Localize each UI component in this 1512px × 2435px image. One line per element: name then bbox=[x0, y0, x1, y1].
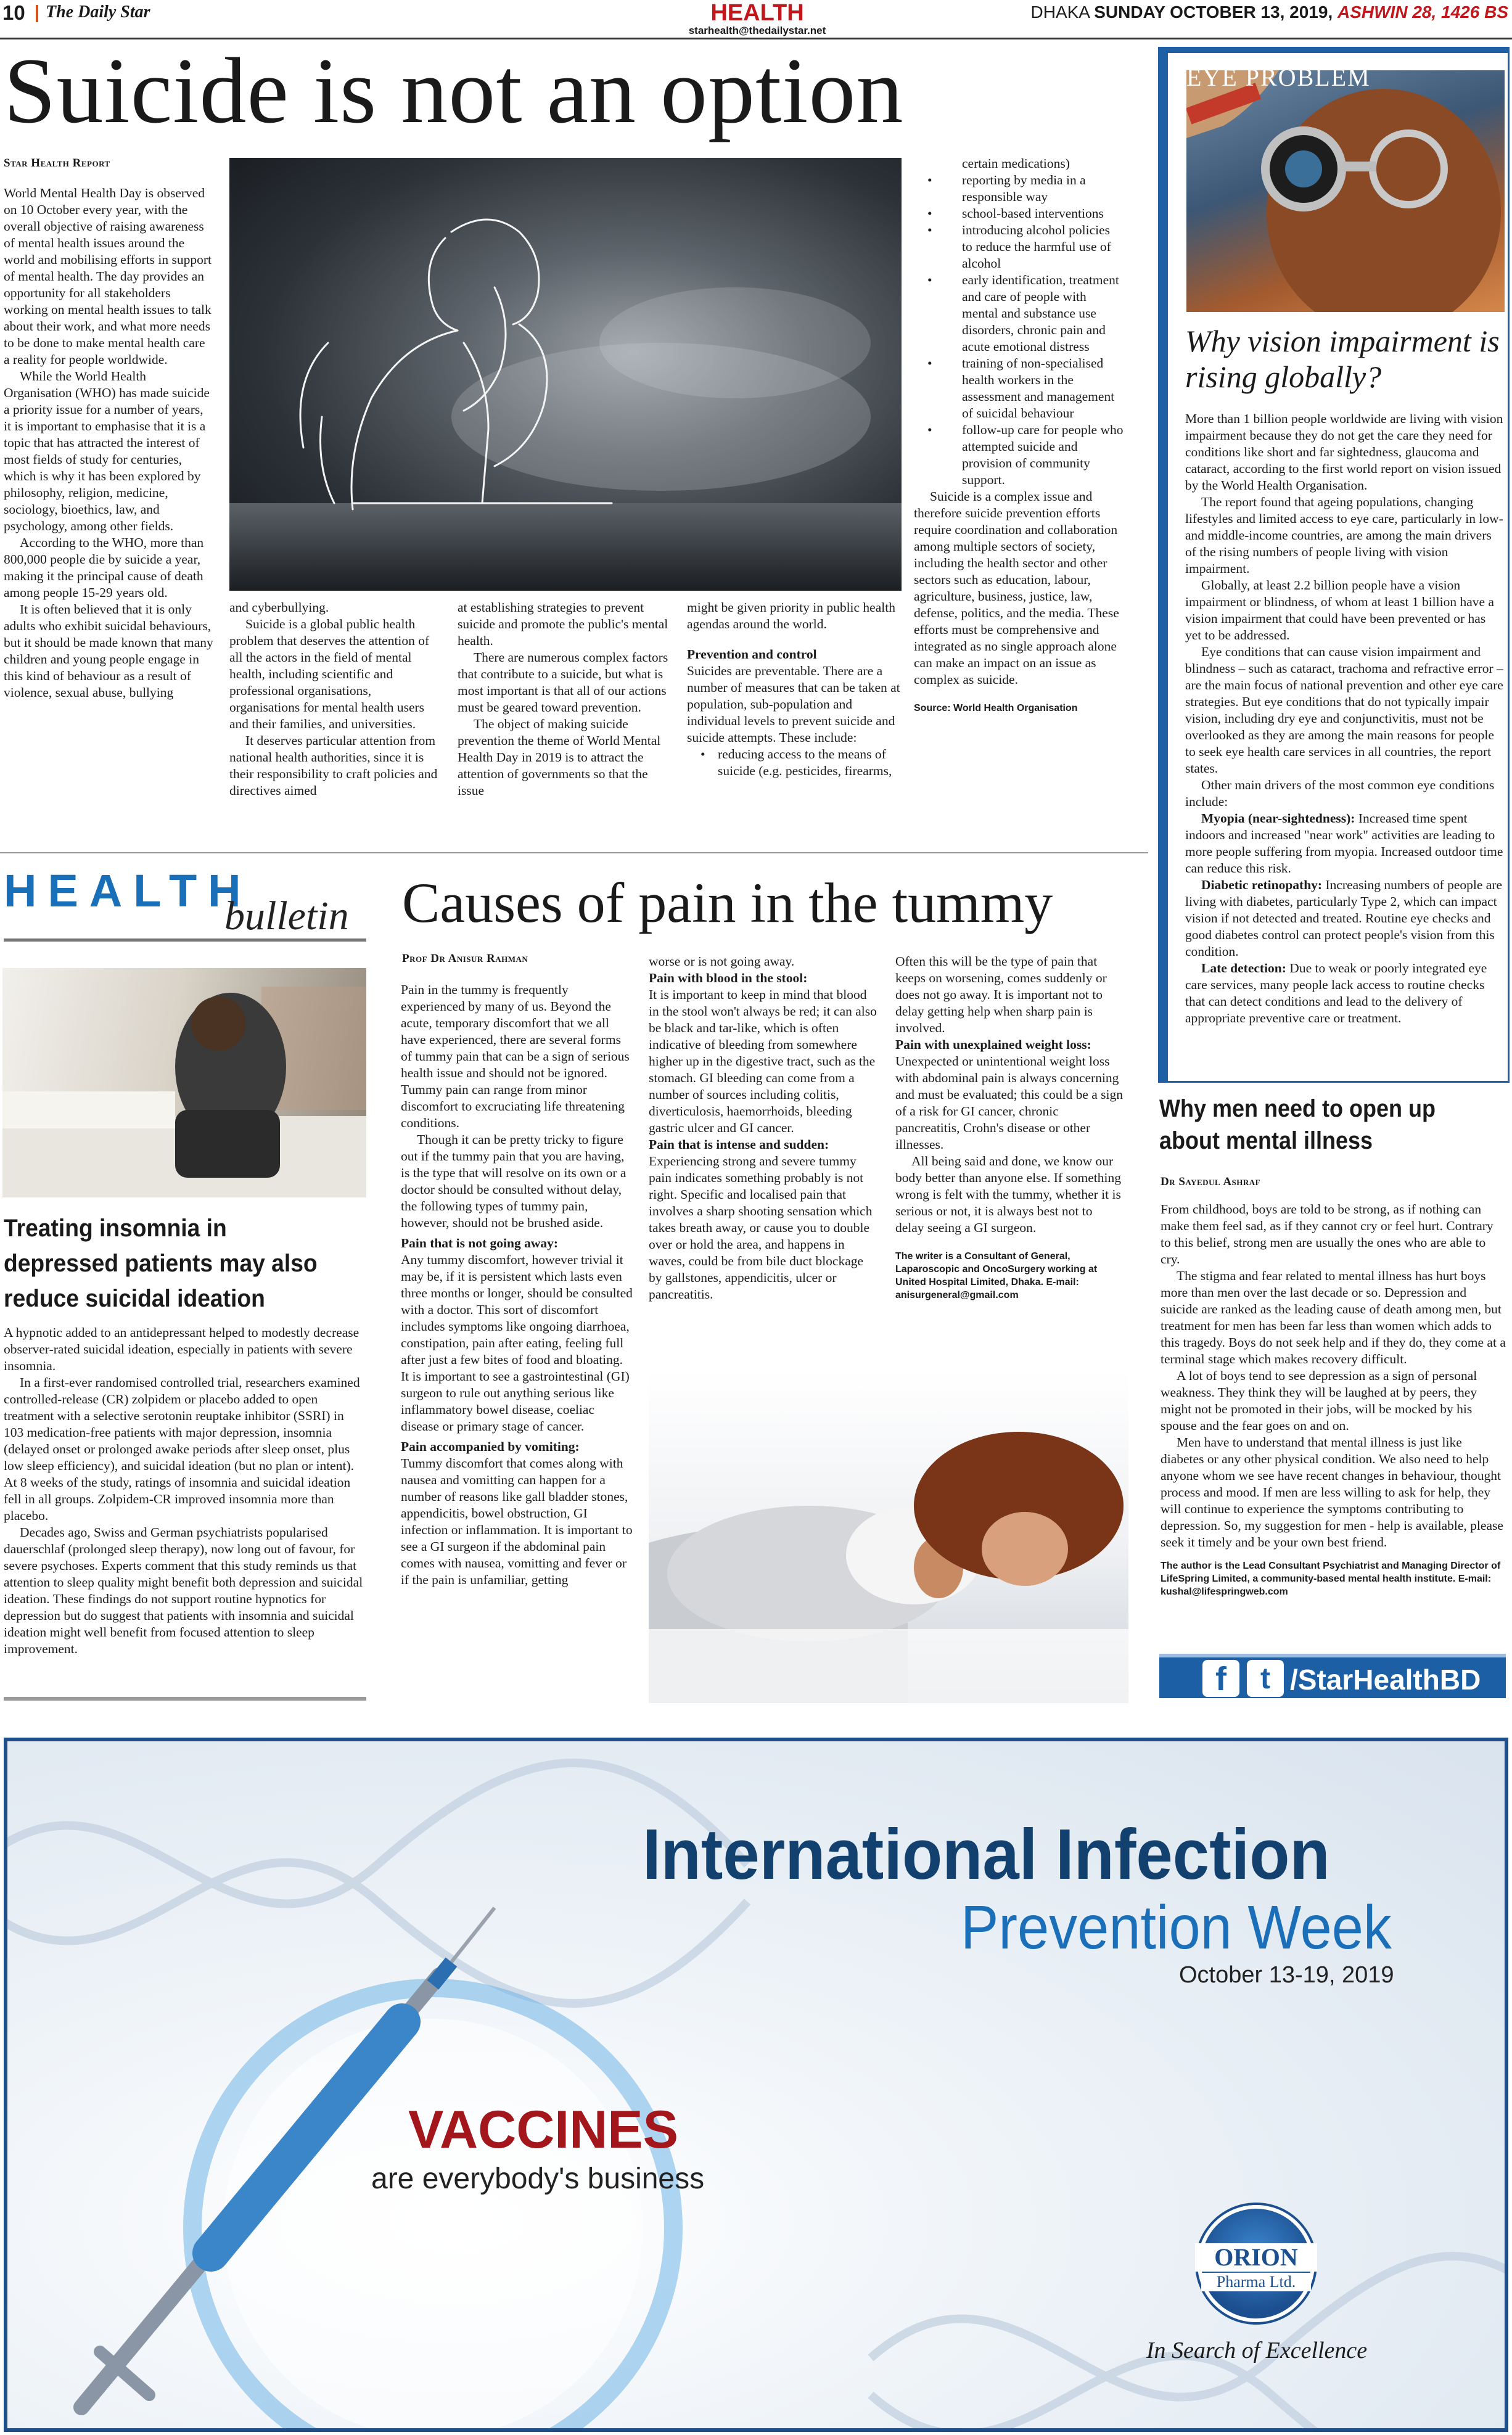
lead-paragraph: While the World Health Organisation (WHO) has made suicide a priority issue for a number of years, it is important to emphasise that it is a topic that has attracted the interest of most fields of study for centuries, which is why it has been explored by philosophy, religion, medicine, sociology, bioethics, law, and psychology, among other fields. bbox=[4, 369, 210, 533]
list-item: • follow-up care for people who attempted suicide and provision of community support. bbox=[914, 422, 1124, 488]
lead-headline: Suicide is not an option bbox=[4, 39, 904, 142]
lead-paragraph: Suicide is a complex issue and therefore suicide prevention efforts require coordination and collaboration among multiple sectors of society, including the health sector and other sectors such as education, labour, agriculture, business, justice, law, defense, politics, and the media. These efforts must be comprehensive and integrated as no single approach alone can make an impact on an issue as complex as suicide. bbox=[914, 489, 1119, 687]
lead-image-despair-figure bbox=[229, 158, 902, 591]
bulletin-paragraph: In a first-ever randomised controlled trial, researchers examined controlled-release (CR) zolpidem or placebo added to open treatment with a selective serotonin reuptake inhibitor (SSRI) in 103 medication-free patients with major depression, insomnia (delayed onset or prolonged awake periods after sleep onset, plus low sleep efficiency), and suicidal ideation (but no plan or intent). At 8 weeks of the study, ratings of insomnia and suicidal ideation fell in all groups. Zolpidem-CR improved insomnia more than placebo. bbox=[4, 1375, 360, 1523]
bulletin-image-man-on-bed bbox=[2, 968, 366, 1197]
lead-bullet-list bbox=[687, 746, 902, 779]
bulletin-bottom-rule bbox=[4, 1697, 366, 1701]
lead-paragraph: certain medications) bbox=[962, 156, 1070, 171]
masthead-logo: The Daily Star bbox=[46, 2, 150, 22]
eye-paragraph: The report found that ageing populations, changing lifestyles and limited access to eye care, particularly in low- and middle-income countries, are among the main drivers of the rising numbers of people living with vision impairment. bbox=[1185, 495, 1503, 576]
tummy-paragraph: Pain in the tummy is frequently experienced by many of us. Beyond the acute, temporary discomfort that we all have experienced, there are several forms of tummy pain that can be a sign of serious health issue and should not be ignored. Tummy pain can range from minor discomfort to excruciating life threatening conditions. bbox=[401, 982, 630, 1130]
twitter-icon[interactable]: t bbox=[1247, 1660, 1284, 1697]
ad-dates: October 13-19, 2019 bbox=[1179, 1962, 1394, 1988]
list-item: • reporting by media in a responsible way bbox=[914, 172, 1124, 205]
bulletin-paragraph: Decades ago, Swiss and German psychiatrists popularised dauerschlaf (prolonged sleep therapy), now long out of favour, for severe psychoses. Experts comment that this study reminds us that attention to sleep quality might benefit both depression and suicidal ideation. These findings do not support routine hypnotics for depression but do suggest that patients with insomnia and suicidal ideation might well benefit from focused attention to sleep improvement. bbox=[4, 1525, 363, 1656]
lead-col-2 bbox=[229, 599, 439, 799]
eye-term-text: Increased time spent indoors and increased "near work" activities are leading to more people suffering from myopia. Increased outdoor time can reduce this risk. bbox=[1185, 811, 1503, 876]
lead-paragraph: There are numerous complex factors that contribute to a suicide, but what is most important is that all of our actions must be geared toward prevention. bbox=[458, 650, 668, 715]
men-paragraph: The stigma and fear related to mental illness has hurt boys more than men over the last decade or so. Depression and suicide are ranked as the leading cause of death among men, but treatment for men has been far less than women which adds to this tragedy. Boys do not seek help and if they do, they come at a terminal stage which makes recovery difficult. bbox=[1161, 1268, 1506, 1366]
lead-source: Source: World Health Organisation bbox=[914, 703, 1078, 713]
bulletin-label-bulletin: bulletin bbox=[224, 893, 349, 938]
bulletin-headline: Treating insomnia in depressed patients may also reduce suicidal ideation bbox=[4, 1215, 318, 1312]
dateline-city: DHAKA bbox=[1030, 2, 1090, 22]
page-header bbox=[0, 0, 1512, 39]
eye-term-paragraph bbox=[1185, 810, 1505, 877]
ad-title-line1: International Infection bbox=[643, 1814, 1330, 1894]
eye-body bbox=[1185, 411, 1505, 1027]
list-item: • school-based interventions bbox=[914, 205, 1124, 222]
eye-problem-label: EYE PROBLEM bbox=[1186, 64, 1371, 91]
eye-term-paragraph bbox=[1185, 877, 1505, 960]
eye-image-child-with-trial-frame bbox=[1186, 70, 1505, 312]
lead-byline: Star Health Report bbox=[4, 157, 110, 170]
lead-paragraph: The object of making suicide prevention the theme of World Mental Health Day in 2019 is to attract the attention of governments so that the issue bbox=[458, 717, 661, 798]
lead-paragraph: Suicide is a global public health problem that deserves the attention of all the actors in the field of mental health, including scientific and professional organisations, organisations for mental health users and their families, and universities. bbox=[229, 617, 430, 731]
lead-paragraph: Suicides are preventable. There are a number of measures that can be taken at population, sub-population and individual levels to prevent suicide and suicide attempts. These include: bbox=[687, 663, 900, 745]
eye-term-text: Increasing numbers of people are living with diabetes, particularly Type 2, which can impact vision if not detected and treated. Routine eye checks and good diabetes control can protect people's vision from this condition. bbox=[1185, 877, 1502, 959]
sleepless-man-illustration bbox=[2, 968, 366, 1197]
tummy-subhead: Pain with blood in the stool: bbox=[649, 971, 808, 985]
tummy-paragraph: Though it can be pretty tricky to figure out if the tummy pain that you are having, is the type that will resolve on its own or a doctor should be consulted without delay, the following types of tummy pain, however, should not be brushed aside. bbox=[401, 1132, 627, 1230]
lead-subhead: Prevention and control bbox=[687, 647, 817, 662]
eye-headline: Why vision impairment is rising globally? bbox=[1185, 324, 1500, 394]
list-item: • reducing access to the means of suicide (e.g. pesticides, firearms, bbox=[687, 746, 902, 779]
lead-col-3 bbox=[458, 599, 672, 799]
section-email: starhealth@thedailystar.net bbox=[688, 25, 826, 36]
men-paragraph: From childhood, boys are told to be strong, as if nothing can make them feel sad, as if they cannot cry or feel hurt. Contrary to this belief, strong men are usually the ones who are able to cry. bbox=[1161, 1202, 1494, 1267]
vaccine-advertisement bbox=[4, 1738, 1508, 2432]
men-body bbox=[1161, 1201, 1506, 1598]
eye-paragraph: Globally, at least 2.2 billion people have a vision impairment or blindness, of whom at least 1 billion have a vision impairment that could have been prevented or has yet to be addressed. bbox=[1185, 578, 1494, 643]
eye-term: Late detection: bbox=[1201, 961, 1286, 975]
tummy-paragraph: Unexpected or unintentional weight loss with abdominal pain is always concerning and must be evaluated; this could be a sign of a risk for GI cancer, chronic pancreatitis, Crohn's disease or other illnesses. bbox=[895, 1054, 1123, 1152]
eye-paragraph: Eye conditions that can cause vision impairment and blindness – such as cataract, trachoma and refractive error – are the main focus of national prevention and other eye care strategies. But eye conditions that do not typically impair vision, including dry eye and conjunctivitis, must not be overlooked as they are among the main reasons for people to seek eye health care services in all countries, the report states. bbox=[1185, 644, 1503, 776]
lead-paragraph: It is often believed that it is only adults who exhibit suicidal behaviours, but it should be made known that many children and young people engage in this kind of behaviour as a result of violence, sexual abuse, bullying bbox=[4, 602, 213, 700]
lead-paragraph: It deserves particular attention from national health authorities, since it is their responsibility to craft policies and directives aimed bbox=[229, 733, 438, 798]
lead-col-1 bbox=[4, 185, 213, 701]
orion-sub: Pharma Ltd. bbox=[1201, 2273, 1311, 2291]
tummy-subhead: Pain that is intense and sudden: bbox=[649, 1137, 829, 1152]
eye-term-paragraph bbox=[1185, 960, 1505, 1027]
tummy-paragraph: Tummy discomfort that comes along with nausea and vomitting can happen for a number of reasons like gall bladder stones, appendicitis, bowel obstruction, GI infection or inflammation. It is important to see a GI surgeon if the abdominal pain comes with nausea, vomitting and fever or if the pain is unfamiliar, getting bbox=[401, 1456, 633, 1587]
tummy-paragraph: It is important to keep in mind that blood in the stool won't always be red; it can also be black and tar-like, which is often indicative of bleeding from somewhere higher up in the digestive tract, such as the stomach. GI bleeding can come from a number of sources including colitis, diverticulosis, haemorrhoids, bleeding gastric ulcer and GI cancer. bbox=[649, 987, 877, 1135]
social-handle[interactable]: /StarHealthBD bbox=[1290, 1664, 1481, 1696]
tummy-paragraph: Often this will be the type of pain that keeps on worsening, comes suddenly or does not go away. It is important not to delay getting help when sharp pain is involved. bbox=[895, 954, 1107, 1035]
men-byline: Dr Sayedul Ashraf bbox=[1161, 1175, 1261, 1188]
men-headline: Why men need to open up about mental illness bbox=[1159, 1095, 1436, 1154]
list-item: • introducing alcohol policies to reduce the harmful use of alcohol bbox=[914, 222, 1124, 272]
eye-test-illustration bbox=[1186, 70, 1505, 312]
lead-paragraph: might be given priority in public health agendas around the world. bbox=[687, 600, 895, 631]
tummy-paragraph: worse or is not going away. bbox=[649, 954, 795, 969]
tummy-subhead: Pain with unexplained weight loss: bbox=[895, 1037, 1091, 1052]
men-paragraph: Men have to understand that mental illness is just like diabetes or any other physical condition. We also need to help anyone whom we see have recent changes in behaviour, thought process and mood. If men are less willing to ask for help, they will continue to experience the symptoms contributing to depression. So, my suggestion for men - help is available, please seek it timely and be your own best friend. bbox=[1161, 1435, 1503, 1550]
thinker-outline-illustration bbox=[229, 158, 902, 591]
list-item: • early identification, treatment and care of people with mental and substance use disorders, chronic pain and acute emotional distress bbox=[914, 272, 1124, 355]
section-title: HEALTH bbox=[710, 0, 804, 26]
tummy-image-woman-in-pain bbox=[649, 1370, 1128, 1703]
tummy-paragraph: All being said and done, we know our body better than anyone else. If something wrong is felt with the tummy, whether it is serious or not, it is always best not to delay seeing a GI surgeon. bbox=[895, 1154, 1121, 1235]
facebook-icon[interactable]: f bbox=[1202, 1660, 1239, 1697]
men-author-note: The author is the Lead Consultant Psychiatrist and Managing Director of LifeSpring Limited, a community-based mental health institute. E-mail: kushal@lifespringweb.com bbox=[1161, 1561, 1501, 1597]
tummy-paragraph: Any tummy discomfort, however trivial it may be, if it is persistent which lasts even three months or longer, should be consulted with a doctor. This sort of discomfort includes symptoms like ongoing diarrhoea, constipation, pain after eating, feeling full after just a few bites of food and bloating. It is important to see a gastrointestinal (GI) surgeon to rule out anything serious like inflammatory bowel disease, coeliac disease or primary stage of cancer. bbox=[401, 1252, 633, 1434]
eye-term: Myopia (near-sightedness): bbox=[1201, 811, 1355, 826]
bulletin-rule bbox=[4, 938, 366, 942]
lead-paragraph: at establishing strategies to prevent suicide and promote the public's mental health. bbox=[458, 600, 668, 648]
section-divider bbox=[0, 852, 1148, 853]
header-divider bbox=[36, 5, 38, 22]
lead-paragraph: World Mental Health Day is observed on 10 October every year, with the overall objective of raising awareness of mental health issues around the world and mobilising efforts in support of mental health. The day provides an opportunity for all stakeholders working on mental health issues to talk about their work, and what more needs to be done to make mental health care a reality for people worldwide. bbox=[4, 186, 212, 367]
lead-paragraph: According to the WHO, more than 800,000 people die by suicide a year, making it the principal cause of death among people 15-29 years old. bbox=[4, 535, 204, 600]
tummy-paragraph: Experiencing strong and severe tummy pain indicates something probably is not right. Specific and localised pain that involves a sharp shooting sensation which takes breath away, or cause you to double over or hold the area, and happens in waves, could be from bile duct blockage by gallstones, appendicitis, ulcer or pancreatitis. bbox=[649, 1154, 873, 1302]
lead-col-5 bbox=[914, 155, 1124, 715]
eye-term: Diabetic retinopathy: bbox=[1201, 877, 1323, 892]
dateline bbox=[1031, 2, 1508, 22]
page-number: 10 bbox=[2, 1, 25, 24]
tummy-col-1 bbox=[401, 982, 634, 1588]
men-paragraph: A lot of boys tend to see depression as a sign of personal weakness. They think they will be laughed at by peers, they might not be promoted in their jobs, will be mocked by his spouse and the fear goes on and on. bbox=[1161, 1368, 1477, 1433]
ad-vaccines-sub: are everybody's business bbox=[371, 2162, 705, 2195]
dateline-date: SUNDAY OCTOBER 13, 2019, bbox=[1094, 2, 1333, 22]
ad-title-line2: Prevention Week bbox=[961, 1893, 1392, 1962]
orion-brand: ORION bbox=[1195, 2243, 1317, 2272]
orion-logo bbox=[1198, 2205, 1315, 2322]
tummy-subhead: Pain that is not going away: bbox=[401, 1236, 559, 1250]
dateline-bangla: ASHWIN 28, 1426 BS bbox=[1337, 2, 1508, 22]
social-bar[interactable] bbox=[1159, 1654, 1506, 1698]
bulletin-label-health: HEALTH bbox=[4, 865, 252, 916]
lead-col-4 bbox=[687, 599, 902, 779]
woman-holding-stomach-illustration bbox=[649, 1370, 1128, 1703]
list-item: • training of non-specialised health workers in the assessment and management of suicidal behaviour bbox=[914, 355, 1124, 422]
tummy-col-2 bbox=[649, 953, 877, 1303]
eye-paragraph: More than 1 billion people worldwide are living with vision impairment because they do not get the care they need for conditions like short and far sightedness, glaucoma and cataract, according to the first world report on vision issued by the World Health Organisation. bbox=[1185, 411, 1503, 493]
tummy-byline: Prof Dr Anisur Rahman bbox=[402, 952, 528, 965]
eye-paragraph: Other main drivers of the most common eye conditions include: bbox=[1185, 778, 1495, 809]
tummy-col-3 bbox=[895, 953, 1124, 1302]
bulletin-paragraph: A hypnotic added to an antidepressant helped to modestly decrease observer-rated suicidal ideation, especially in patients with severe insomnia. bbox=[4, 1325, 360, 1373]
eye-term-text: Due to weak or poorly integrated eye care services, many people lack access to routine checks that can detect conditions and lead to the delivery of appropriate preventive care or treatment. bbox=[1185, 961, 1487, 1025]
tummy-subhead: Pain accompanied by vomiting: bbox=[401, 1439, 580, 1454]
tummy-headline: Causes of pain in the tummy bbox=[402, 871, 1053, 934]
lead-paragraph: and cyberbullying. bbox=[229, 600, 329, 615]
lead-bullet-list bbox=[914, 172, 1124, 488]
tummy-author-note: The writer is a Consultant of General, Laparoscopic and OncoSurgery working at United Hospital Limited, Dhaka. E-mail: anisurgeneral@gmail.com bbox=[895, 1251, 1098, 1300]
ad-vaccines: VACCINES bbox=[408, 2100, 679, 2159]
bulletin-body bbox=[4, 1324, 366, 1657]
ad-tagline: In Search of Excellence bbox=[1146, 2338, 1368, 2363]
